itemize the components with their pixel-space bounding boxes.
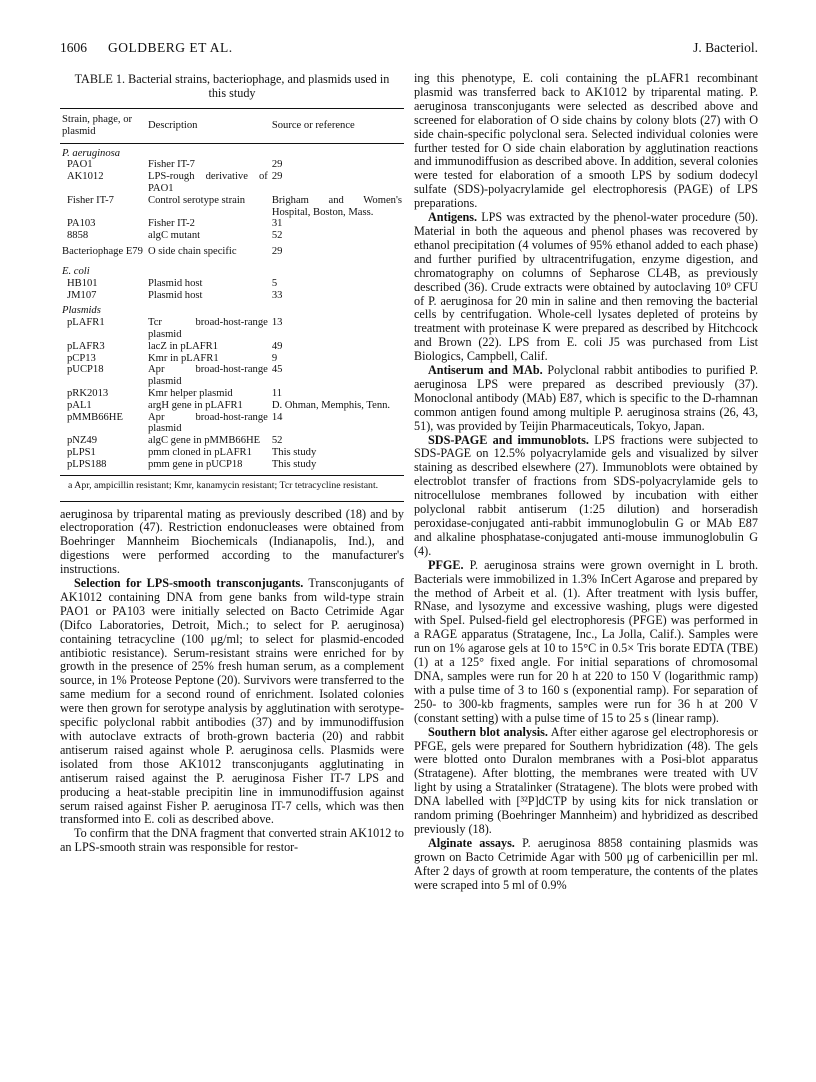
table-row xyxy=(60,364,404,388)
table-row xyxy=(60,447,404,459)
table-cell: Tcr broad-host-range plasmid xyxy=(148,317,268,340)
table-cell: 8858 xyxy=(67,230,89,242)
running-authors: GOLDBERG ET AL. xyxy=(108,40,233,55)
section-heading-southern: Southern blot analysis. xyxy=(428,724,548,739)
journal-name: J. Bacteriol. xyxy=(693,40,758,55)
table-cell: pRK2013 xyxy=(67,387,109,399)
paragraph-alginate xyxy=(414,837,758,893)
table-cell: Bacteriophage E79 xyxy=(62,245,143,257)
table-cell: This study xyxy=(270,459,404,475)
table-cell: Control serotype strain xyxy=(148,194,246,206)
table-row xyxy=(60,400,404,412)
table-cell: 29 xyxy=(271,171,283,183)
left-column xyxy=(60,72,404,855)
paragraph-selection xyxy=(60,577,404,827)
paragraph-southern xyxy=(414,726,758,837)
table-cell: pLAFR3 xyxy=(67,340,105,352)
table-cell: JM107 xyxy=(67,289,97,301)
paragraph-transfer: aeruginosa by triparental mating as previously described (18) and by electroporation (47). Restriction endonucleases were obtained from Boehringer Mannheim Biochemicals (Indianapolis, Ind.), and digestions were performed according to the manufacturer's instructions. xyxy=(60,506,404,577)
table-cell: Plasmid host xyxy=(148,289,203,301)
table-cell: 45 xyxy=(271,364,283,376)
paragraph-confirm: To confirm that the DNA fragment that converted strain AK1012 to an LPS-smooth strain was responsible for restor- xyxy=(60,826,404,855)
table-cell: Apr broad-host-range plasmid xyxy=(148,411,268,435)
table-cell: 29 xyxy=(271,159,283,171)
table-group-row xyxy=(60,301,404,317)
table-group-label: Plasmids xyxy=(62,305,101,317)
table-row xyxy=(60,388,404,400)
table-cell: pAL1 xyxy=(67,399,92,411)
paragraph-southern-body: After either agarose gel electrophoresis or PFGE, gels were prepared for Southern hybridization (48). The gels were blotted onto Duralon membranes with a Posi-blot apparatus (Stratagene). After blotting, the membranes were treated with UV light by using a Stratalinker (Stratagene). The blots were probed with DNA labelled with [³²P]dCTP by using kits for nick translation or random priming (Boehringer Mannheim) and hybridized as described previously (18). xyxy=(414,724,758,836)
table-group-label: E. coli xyxy=(62,265,90,277)
table-cell: 5 xyxy=(271,277,278,289)
section-heading-selection: Selection for LPS-smooth transconjugants. xyxy=(74,576,304,591)
paragraph-sds-page-body: LPS fractions were subjected to SDS-PAGE on 12.5% polyacrylamide gels and visualized by silver staining as described elsewhere (27). Immunoblots were obtained by electroblot transfer of fractions from SDS-polyacrylamide gels to nitrocellulose membranes followed by incubation with either polyclonal rabbit antiserum (1:25 dilution) and horseradish peroxidase-conjugated anti-rabbit immunoglobulin G or MAb E87 and alkaline phosphatase-conjugated anti-mouse immunoglobulin G (4). xyxy=(414,432,758,558)
table-cell: lacZ in pLAFR1 xyxy=(148,340,219,352)
table-cell: PA103 xyxy=(67,218,96,230)
section-heading-alginate: Alginate assays. xyxy=(428,835,515,850)
paragraph-antiserum-body: Polyclonal rabbit antibodies to purified P. aeruginosa LPS were prepared as described previously (37). Monoclonal antibody (MAb) E87, which is specific to the D-rhamnan common antigen found among multiple P. aeruginosa strains (26, 43, 51), was provided by Teijin Pharmaceuticals, Tokyo, Japan. xyxy=(414,363,759,433)
table-row xyxy=(60,341,404,353)
table-row xyxy=(60,195,404,219)
table-cell: 31 xyxy=(271,218,283,230)
table-row xyxy=(60,459,404,475)
section-heading-antigens: Antigens. xyxy=(428,210,478,225)
table-row xyxy=(60,317,404,341)
table-cell: LPS-rough derivative of PAO1 xyxy=(148,171,268,194)
table-cell: PAO1 xyxy=(67,159,93,171)
table-row xyxy=(60,171,404,195)
page-number: 1606 xyxy=(60,40,87,55)
table-cell: 13 xyxy=(271,317,283,329)
table-cell: 11 xyxy=(271,387,283,399)
table-cell: 9 xyxy=(271,352,278,364)
table-group-label: P. aeruginosa xyxy=(62,147,121,159)
table-row xyxy=(60,412,404,436)
table-cell: pCP13 xyxy=(67,352,96,364)
paragraph-continuation: ing this phenotype, E. coli containing the pLAFR1 recombinant plasmid was transferred back to AK1012 by triparental mating. P. aeruginosa transconjugants were selected as described above and screened for elaboration of O side chains by colony blots (27) with O side chain-specific polyclonal sera. Selected individual colonies were further tested for O side chain elaboration by agglutination reactions and immunodiffusion as described above. In addition, several colonies were tested for elaboration of a smooth LPS by sodium dodecyl sulfate (SDS)-polyacrylamide gel electrophoresis (PAGE) of LPS preparations. xyxy=(414,71,758,211)
table-cell: Fisher IT-7 xyxy=(67,194,114,206)
table-group-row xyxy=(60,143,404,159)
table-cell: Kmr helper plasmid xyxy=(148,387,233,399)
paragraph-sds-page xyxy=(414,434,758,559)
table-cell: pLPS188 xyxy=(60,459,146,475)
table-row xyxy=(60,230,404,242)
table-cell: Fisher IT-7 xyxy=(148,159,195,171)
table-cell: pNZ49 xyxy=(67,435,98,447)
paragraph-antigens-body: LPS was extracted by the phenol-water procedure (50). Material in both the aqueous and phenol phases was recovered by ethanol precipitation (4 volumes of 95% ethanol added to each phase) and further purified by ultracentrifugation, enzyme digestion, and chromatography on columns of Sepharose CL4B, as previously described (36). Crude extracts were obtained by autoclaving 10⁹ CFU of P. aeruginosa for 20 min in saline and then removing the bacterial cells by centrifugation. Whole-cell lysates depleted of proteins by treatment with proteinase K were prepared as described by Hitchcock and Brown (22). LPS from E. coli J5 was purchased from List Biologics, Campbell, Calif. xyxy=(414,210,758,364)
table-group-row xyxy=(60,262,404,278)
table-cell: Apr broad-host-range plasmid xyxy=(148,364,268,388)
table-cell: Plasmid host xyxy=(148,277,203,289)
table-row xyxy=(60,159,404,171)
table-cell: 52 xyxy=(271,230,283,242)
table-cell: pMMB66HE xyxy=(67,411,123,423)
table-cell: 52 xyxy=(271,435,283,447)
section-heading-pfge: PFGE. xyxy=(428,557,464,572)
section-heading-antiserum: Antiserum and MAb. xyxy=(428,363,543,378)
paragraph-selection-body: Transconjugants of AK1012 containing DNA from gene banks from wild-type strain PAO1 or PA103 were initially selected on Bacto Cetrimide Agar (Difco Laboratories, Detroit, Mich.; to select for P. aeruginosa) containing tetracycline (100 μg/ml; to select for plasmid-encoded antibiotic resistance). Serum-resistant strains were enriched for by growth in the presence of 25% fresh human serum, as a complement source, in 1% Proteose Peptone (20). Survivors were transferred to the same medium for a second round of enrichment. Isolated colonies were then grown for serotype analysis by agglutination with serotype-specific polyclonal rabbit antibodies (37) and by immunodiffusion with autoclave extracts of broth-grown bacteria (20) and rabbit antiserum raised against whole P. aeruginosa cells. Plasmids were isolated from those AK1012 transconjugants agglutinating in antiserum raised against the P. aeruginosa Fisher IT-7 LPS and producing a heat-stable precipitin line in immunodiffusion against serum raised against Fisher P. aeruginosa IT-7 cells, which was then transformed into E. coli as described above. xyxy=(60,576,404,827)
table-row xyxy=(60,353,404,365)
table-cell: 33 xyxy=(271,289,283,301)
table-cell: pmm gene in pUCP18 xyxy=(146,459,270,475)
column-header-source: Source or reference xyxy=(270,109,404,144)
column-header-description: Description xyxy=(146,109,270,144)
table-row xyxy=(60,218,404,230)
table-row xyxy=(60,278,404,290)
section-heading-sds-page: SDS-PAGE and immunoblots. xyxy=(428,432,589,447)
table-cell: pLAFR1 xyxy=(67,317,105,329)
column-header-strain: Strain, phage, or plasmid xyxy=(60,109,146,144)
paragraph-pfge-body: P. aeruginosa strains were grown overnight in L broth. Bacterials were immobilized in 1.3% InCert Agarose and prepared by the method of Arbeit et al. (1). After treatment with lysis buffer, RNase, and lysozyme and excessive washing, plugs were digested with SpeI. Pulsed-field gel electrophoresis (PFGE) was performed in a RAGE apparatus (Stratagene, Inc., La Jolla, Calif.). Samples were run on 1% agarose gels at 10 to 15°C in 0.5× Tris borate EDTA (TBE) (1) at a 125° fixed angle. For initial separations of chromosomal DNA, samples were run for 20 h at 220 to 150 V (logarithmic ramp) with a pulse time of 3 to 160 s (exponential ramp). For separation of 250- to 300-kb fragments, samples were run for 36 h at 200 V (constant setting) with a pulse time of 15 to 25 s (linear ramp). xyxy=(414,557,758,725)
table-cell: pUCP18 xyxy=(67,364,104,376)
table-cell: 29 xyxy=(271,245,283,257)
table-cell: pLPS1 xyxy=(67,446,96,458)
table-row xyxy=(60,242,404,262)
table-end-rule xyxy=(60,501,404,502)
right-column xyxy=(414,72,758,892)
table-row xyxy=(60,435,404,447)
table-cell: HB101 xyxy=(67,277,98,289)
table-header-row xyxy=(60,109,404,144)
paragraph-antigens xyxy=(414,211,758,364)
table-caption: TABLE 1. Bacterial strains, bacteriophage, and plasmids used in this study xyxy=(74,72,390,100)
table-cell: This study xyxy=(271,446,317,458)
table-cell: O side chain specific xyxy=(148,245,237,257)
table-cell: D. Ohman, Memphis, Tenn. xyxy=(271,399,391,411)
paragraph-antiserum xyxy=(414,364,758,434)
paragraph-pfge xyxy=(414,559,758,726)
strains-table xyxy=(60,108,404,476)
table-cell: 49 xyxy=(271,340,283,352)
table-cell: algC mutant xyxy=(148,230,201,242)
running-header xyxy=(60,40,758,60)
table-cell: algC gene in pMMB66HE xyxy=(148,435,261,447)
table-cell: Brigham and Women's Hospital, Boston, Mass. xyxy=(271,194,402,218)
table-cell: AK1012 xyxy=(67,171,104,183)
table-cell: Fisher IT-2 xyxy=(148,218,195,230)
table-row xyxy=(60,290,404,302)
table-cell: pmm cloned in pLAFR1 xyxy=(148,446,252,458)
table-cell: argH gene in pLAFR1 xyxy=(148,399,243,411)
table-cell: 14 xyxy=(271,411,283,423)
table-footnote: a Apr, ampicillin resistant; Kmr, kanamycin resistant; Tcr tetracycline resistant. xyxy=(68,479,379,491)
table-cell: Kmr in pLAFR1 xyxy=(148,352,219,364)
paragraph-alginate-body: P. aeruginosa 8858 containing plasmids was grown on Bacto Cetrimide Agar with 500 μg of carbenicillin per ml. After 2 days of growth at room temperature, the contents of the plates were scraped into 5 ml of 0.9% xyxy=(414,835,758,892)
